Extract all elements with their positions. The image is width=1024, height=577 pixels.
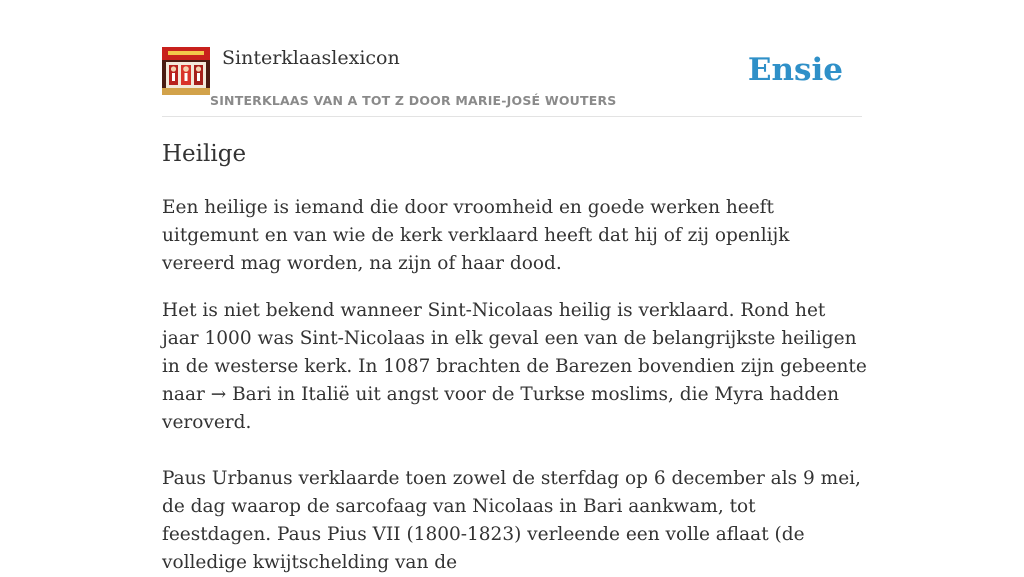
- blog-title-link[interactable]: Sinterklaaslexicon: [222, 47, 400, 69]
- sinterklaas-book-cover-icon: [162, 47, 210, 95]
- paragraph-text: in Italië uit angst voor de Turkse moslims, die Myra hadden veroverd.: [162, 384, 840, 433]
- article-paragraph: Paus Urbanus verklaarde toen zowel de sterfdag op 6 december als 9 mei, de dag waarop de sarcofaag van Nicolaas in Bari aankwam, tot feestdagen. Paus Pius VII (1800-1823) verleende een volle aflaat (de volledige kwijtschelding van de: [162, 468, 861, 573]
- article: [162, 138, 867, 577]
- article-title: Heilige: [162, 141, 247, 167]
- ensie-logo-link[interactable]: Ensie: [747, 52, 843, 88]
- paragraph-text: Het is niet bekend wanneer Sint-Nicolaas heilig is verklaard. Rond het jaar 1000 was Sint-Nicolaas in elk geval een van de belangrijkste heiligen in de westerse kerk. In 1087 brachten de Barezen bovendien zijn gebeente naar: [162, 300, 867, 405]
- article-paragraph: Een heilige is iemand die door vroomheid en goede werken heeft uitgemunt en van wie de kerk verklaard heeft dat hij of zij openlijk vereerd mag worden, na zijn of haar dood.: [162, 197, 790, 274]
- blog-header: [162, 46, 862, 117]
- bari-link[interactable]: → Bari: [210, 384, 272, 405]
- blog-avatar[interactable]: [162, 47, 210, 95]
- blog-subtitle: SINTERKLAAS VAN A TOT Z DOOR MARIE-JOSÉ WOUTERS: [210, 93, 617, 108]
- article-paragraph: [162, 297, 867, 437]
